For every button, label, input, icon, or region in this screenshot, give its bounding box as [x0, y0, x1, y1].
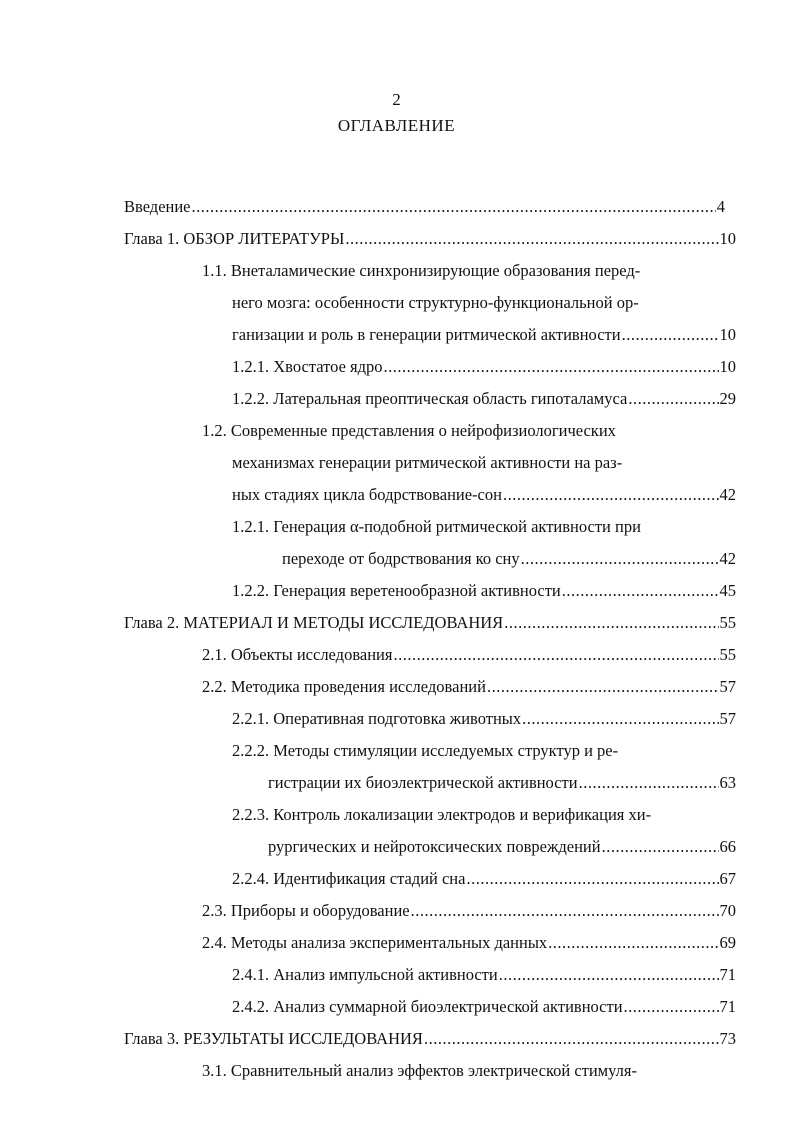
toc-entry-section-2-2[interactable] [202, 676, 736, 698]
toc-entry-section-1-2[interactable] [232, 484, 736, 506]
toc-entry-text: Глава 3. РЕЗУЛЬТАТЫ ИССЛЕДОВАНИЯ [124, 1029, 423, 1048]
toc-entry-text: Введение [124, 197, 191, 216]
toc-entry-text: 1.2.2. Латеральная преоптическая область гипоталамуса [232, 389, 628, 408]
toc-entry-section-1-2-2[interactable] [232, 388, 736, 410]
toc-entry-page: 69 [719, 933, 736, 952]
toc-entry-chapter-3[interactable] [124, 1028, 736, 1050]
toc-entry-section-2-4[interactable] [202, 932, 736, 954]
toc-entry-section-1-1[interactable] [232, 324, 736, 346]
toc-entry-page: 70 [719, 901, 736, 920]
toc-entry-text: 1.2.1. Хвостатое ядро [232, 357, 383, 376]
toc-entry-text: рургических и нейротоксических повреждений [268, 837, 601, 856]
dot-leader [624, 996, 719, 1018]
toc-entry-text: 2.2.4. Идентификация стадий сна [232, 869, 466, 888]
dot-leader [424, 1028, 719, 1050]
page-number: 2 [392, 90, 401, 109]
toc-entry-text: 2.2. Методика проведения исследований [202, 677, 486, 696]
toc-entry-text: гистрации их биоэлектрической активности [268, 773, 578, 792]
dot-leader [192, 196, 716, 218]
dot-leader [622, 324, 719, 346]
toc-entry-text: ных стадиях цикла бодрствование-сон [232, 485, 502, 504]
toc-entry-section-1-1-line-1[interactable]: 1.1. Внеталамические синхронизирующие образования перед- [202, 261, 641, 280]
toc-entry-page: 42 [719, 485, 736, 504]
toc-title: ОГЛАВЛЕНИЕ [337, 116, 456, 135]
toc-entry-text: 1.2.2. Генерация веретенообразной активности [232, 581, 561, 600]
toc-entry-section-1-2-1[interactable] [232, 356, 736, 378]
toc-entry-page: 55 [719, 613, 736, 632]
dot-leader [602, 836, 719, 858]
toc-entry-text: ганизации и роль в генерации ритмической активности [232, 325, 621, 344]
toc-entry-section-1-2-line-1[interactable]: 1.2. Современные представления о нейрофизиологических [202, 421, 616, 440]
toc-entry-page: 57 [719, 677, 736, 696]
toc-entry-page: 73 [719, 1029, 736, 1048]
toc-entry-page: 63 [719, 773, 736, 792]
toc-entry-text: 2.1. Объекты исследования [202, 645, 393, 664]
toc-entry-page: 66 [719, 837, 736, 856]
toc-entry-page: 71 [719, 997, 736, 1016]
toc-entry-page: 10 [719, 229, 736, 248]
toc-entry-section-2-1[interactable] [202, 644, 736, 666]
dot-leader [487, 676, 719, 698]
toc-entry-page: 29 [719, 389, 736, 408]
dot-leader [548, 932, 718, 954]
toc-entry-text: 2.3. Приборы и оборудование [202, 901, 410, 920]
toc-entry-text: 2.4. Методы анализа экспериментальных данных [202, 933, 548, 952]
dot-leader [521, 548, 719, 570]
toc-entry-page: 55 [719, 645, 736, 664]
dot-leader [499, 964, 719, 986]
toc-entry-section-2-4-2[interactable] [232, 996, 736, 1018]
toc-entry-text: переходе от бодрствования ко сну [282, 549, 520, 568]
toc-entry-section-2-2-3[interactable] [268, 836, 736, 858]
toc-entry-chapter-2[interactable] [124, 612, 736, 634]
dot-leader [562, 580, 719, 602]
toc-entry-page: 10 [719, 357, 736, 376]
dot-leader [579, 772, 719, 794]
toc-entry-text: 2.4.1. Анализ импульсной активности [232, 965, 498, 984]
toc-entry-chapter-1[interactable] [124, 228, 736, 250]
toc-entry-section-1-2-1b[interactable] [282, 548, 736, 570]
toc-entry-page: 71 [719, 965, 736, 984]
toc-entry-section-1-1-line-2[interactable]: него мозга: особенности структурно-функциональной ор- [232, 293, 639, 312]
toc-entry-section-2-4-1[interactable] [232, 964, 736, 986]
dot-leader [504, 612, 718, 634]
dot-leader [411, 900, 719, 922]
toc-entry-page: 10 [719, 325, 736, 344]
toc-entry-text: Глава 2. МАТЕРИАЛ И МЕТОДЫ ИССЛЕДОВАНИЯ [124, 613, 504, 632]
dot-leader [503, 484, 719, 506]
dot-leader [628, 388, 718, 410]
toc-entry-section-2-2-2-line-1[interactable]: 2.2.2. Методы стимуляции исследуемых структур и ре- [232, 741, 619, 760]
toc-entry-text: Глава 1. ОБЗОР ЛИТЕРАТУРЫ [124, 229, 345, 248]
dot-leader [345, 228, 718, 250]
toc-entry-section-2-2-2[interactable] [268, 772, 736, 794]
toc-entry-text: 2.2.1. Оперативная подготовка животных [232, 709, 522, 728]
dot-leader [393, 644, 718, 666]
toc-entry-section-1-2-1b-line-1[interactable]: 1.2.1. Генерация α-подобной ритмической активности при [232, 517, 641, 536]
toc-entry-section-2-3[interactable] [202, 900, 736, 922]
toc-entry-page: 57 [719, 709, 736, 728]
toc-entry-page: 45 [719, 581, 736, 600]
toc-entry-page: 42 [719, 549, 736, 568]
toc-entry-page: 4 [716, 197, 725, 216]
dot-leader [384, 356, 719, 378]
toc-entry-section-3-1-line-1[interactable]: 3.1. Сравнительный анализ эффектов электрической стимуля- [202, 1061, 637, 1080]
toc-entry-page: 67 [719, 869, 736, 888]
dot-leader [522, 708, 718, 730]
toc-entry-section-2-2-1[interactable] [232, 708, 736, 730]
toc-entry-section-1-2-line-2[interactable]: механизмах генерации ритмической активности на раз- [232, 453, 623, 472]
toc-entry-introduction[interactable] [124, 196, 725, 218]
dot-leader [466, 868, 718, 890]
toc-entry-text: 2.4.2. Анализ суммарной биоэлектрической активности [232, 997, 623, 1016]
toc-entry-section-1-2-2b[interactable] [232, 580, 736, 602]
toc-entry-section-2-2-3-line-1[interactable]: 2.2.3. Контроль локализации электродов и верификация хи- [232, 805, 652, 824]
toc-entry-section-2-2-4[interactable] [232, 868, 736, 890]
